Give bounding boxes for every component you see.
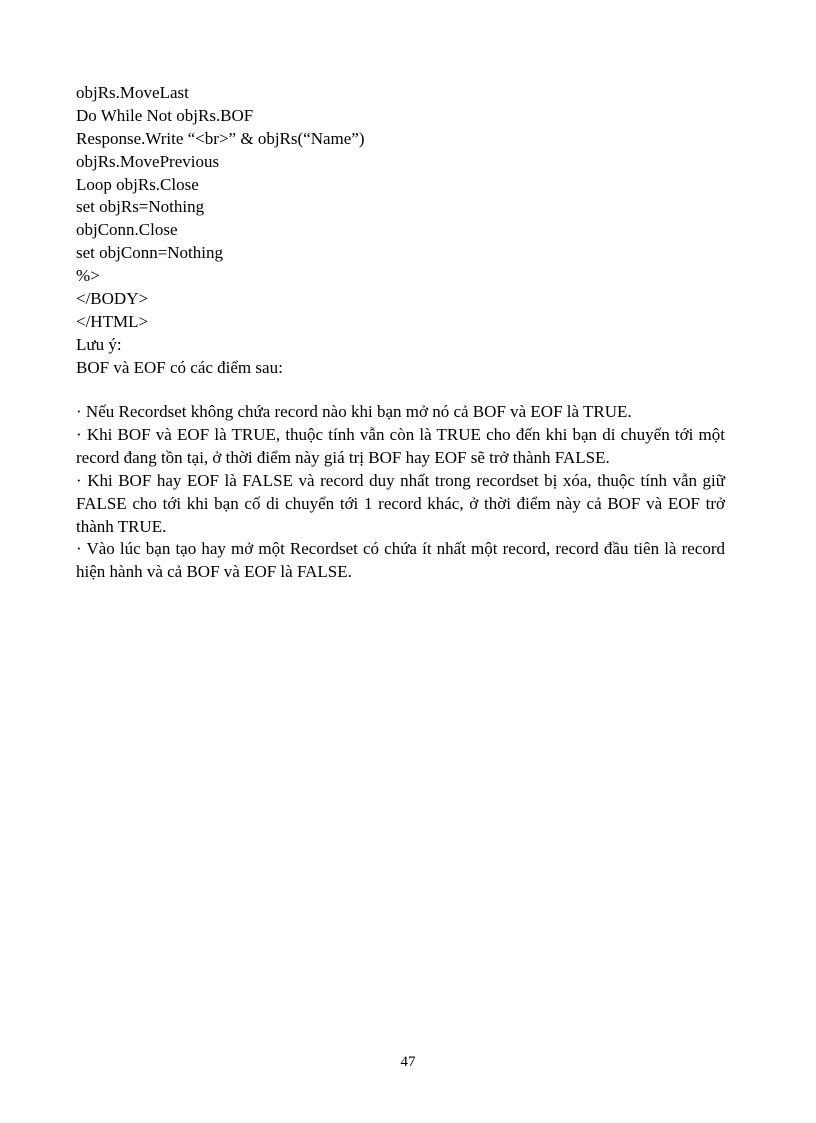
page-number: 47 (400, 1054, 416, 1070)
note-item: · Vào lúc bạn tạo hay mở một Recordset có chứa ít nhất một record, record đầu tiên là record hiện hành và cả BOF và EOF là FALSE. (76, 539, 725, 582)
note-item: · Nếu Recordset không chứa record nào khi bạn mở nó cả BOF và EOF là TRUE. (76, 402, 632, 421)
code-line: set objConn=Nothing (76, 243, 224, 263)
note-intro: BOF và EOF có các điểm sau: (76, 357, 283, 377)
note-list (76, 401, 725, 584)
code-listing (76, 82, 726, 380)
code-line: </BODY> (76, 289, 149, 309)
code-line: objRs.MoveLast (76, 83, 189, 102)
note-item: · Khi BOF và EOF là TRUE, thuộc tính vẫn còn là TRUE cho đến khi bạn di chuyển tới một record đang tồn tại, ở thời điểm này giá trị BOF hay EOF sẽ trở thành FALSE. (76, 424, 725, 467)
note-item: · Khi BOF hay EOF là FALSE và record duy nhất trong recordset bị xóa, thuộc tính vẫn giữ FALSE cho tới khi bạn cố di chuyển tới 1 record khác, ở thời điểm này cả BOF và EOF trở thành TRUE. (76, 470, 725, 536)
code-line: Loop objRs.Close (76, 174, 199, 194)
code-line: Response.Write “<br>” & objRs(“Name”) (76, 128, 365, 148)
code-line: set objRs=Nothing (76, 197, 205, 217)
code-line: objRs.MovePrevious (76, 151, 220, 171)
code-line: Do While Not objRs.BOF (76, 105, 254, 125)
code-line: </HTML> (76, 311, 149, 331)
note-heading: Lưu ý: (76, 334, 122, 354)
code-line: %> (76, 266, 100, 286)
code-line: objConn.Close (76, 220, 178, 240)
